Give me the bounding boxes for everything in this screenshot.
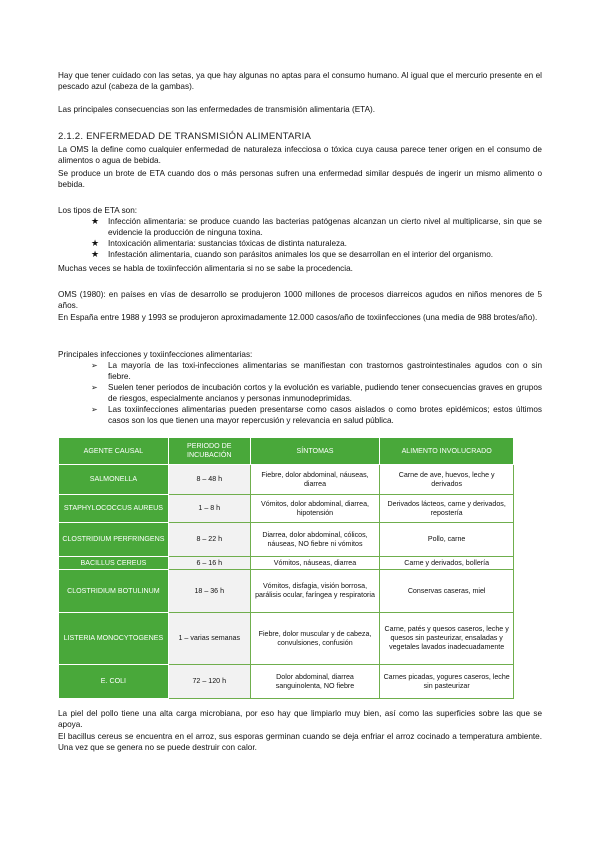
star-icon: ★ (91, 238, 100, 249)
period-cell: 8 – 48 h (168, 465, 250, 495)
types-list (58, 216, 542, 260)
table-row (59, 465, 514, 495)
food-cell: Pollo, carne (380, 523, 514, 557)
star-icon: ★ (91, 249, 100, 260)
header-agent: AGENTE CAUSAL (59, 438, 169, 465)
period-cell: 6 – 16 h (168, 557, 250, 570)
symptoms-cell: Vómitos, disfagia, visión borrosa, parálisis ocular, faríngea y respiratoria (250, 570, 380, 613)
arrow-icon: ➢ (91, 405, 98, 415)
period-cell: 72 – 120 h (168, 665, 250, 699)
food-cell: Derivados lácteos, carne y derivados, repostería (380, 495, 514, 523)
table-row (59, 570, 514, 613)
eta-outbreak-definition: Se produce un brote de ETA cuando dos o más personas sufren una enfermedad similar después de ingerir un mismo alimento o bebida. (58, 169, 542, 190)
types-note: Muchas veces se habla de toxiinfección alimentaria si no se sabe la procedencia. (58, 264, 353, 273)
agent-cell: E. COLI (59, 665, 169, 699)
symptoms-cell: Vómitos, náuseas, diarrea (250, 557, 380, 570)
arrow-icon: ➢ (91, 383, 98, 393)
chicken-skin-paragraph: La piel del pollo tiene una alta carga microbiana, por eso hay que limpiarlo muy bien, así como las superficies sobre las que se apoya. (58, 709, 542, 730)
principal-list (58, 360, 542, 427)
oms-definition: La OMS la define como cualquier enfermedad de naturaleza infecciosa o tóxica cuya causa parece tener origen en el consumo de alimentos o agua de bebida. (58, 145, 542, 166)
food-cell: Carnes picadas, yogures caseros, leche sin pasteurizar (380, 665, 514, 699)
bacillus-cereus-paragraph: El bacillus cereus se encuentra en el arroz, sus esporas germinan cuando se deja enfriar el arroz cocinado a temperatura ambiente. Una vez que se genera no se puede destruir con calor. (58, 732, 542, 753)
intro-paragraph-mushrooms: Hay que tener cuidado con las setas, ya que hay algunas no aptas para el consumo humano. Al igual que el mercurio presente en el pescado azul (cabeza de la gambas). (58, 71, 542, 92)
list-item: ★ Infección alimentaria: se produce cuando las bacterias patógenas alcanzan un cierto nivel al multiplicarse, sin que se evidencie la producción de ninguna toxina. (91, 216, 542, 238)
section-heading: 2.1.2. ENFERMEDAD DE TRANSMISIÓN ALIMENTARIA (58, 131, 312, 142)
food-cell: Carne, patés y quesos caseros, leche y quesos sin pasteurizar, ensaladas y vegetales lavados inadecuadamente (380, 613, 514, 665)
agent-cell: STAPHYLOCOCCUS AUREUS (59, 495, 169, 523)
table-row (59, 523, 514, 557)
period-cell: 18 – 36 h (168, 570, 250, 613)
agent-cell: CLOSTRIDIUM BOTULINUM (59, 570, 169, 613)
list-item: ★ Infestación alimentaria, cuando son parásitos animales los que se desarrollan en el interior del organismo. (91, 249, 494, 260)
table-row (59, 495, 514, 523)
list-item: ★ Intoxicación alimentaria: sustancias tóxicas de distinta naturaleza. (91, 238, 347, 249)
symptoms-cell: Dolor abdominal, diarrea sanguinolenta, NO fiebre (250, 665, 380, 699)
symptoms-cell: Fiebre, dolor muscular y de cabeza, convulsiones, confusión (250, 613, 380, 665)
list-item: ➢ Suelen tener periodos de incubación cortos y la evolución es variable, pudiendo tener consecuencias graves en grupos de riesgos, especialmente ancianos y personas inmunodeprimidas. (91, 383, 542, 404)
table-row (59, 665, 514, 699)
period-cell: 1 – 8 h (168, 495, 250, 523)
table-row (59, 557, 514, 570)
list-item: ➢ La mayoría de las toxi-infecciones alimentarias se manifiestan con trastornos gastrointestinales agudos con o sin fiebre. (91, 361, 542, 382)
period-cell: 1 – varias semanas (168, 613, 250, 665)
period-cell: 8 – 22 h (168, 523, 250, 557)
agent-cell: CLOSTRIDIUM PERFRINGENS (59, 523, 169, 557)
food-cell: Carne de ave, huevos, leche y derivados (380, 465, 514, 495)
agent-cell: LISTERIA MONOCYTOGENES (59, 613, 169, 665)
header-period: PERIODO DE INCUBACIÓN (168, 438, 250, 465)
symptoms-cell: Diarrea, dolor abdominal, cólicos, náuseas, NO fiebre ni vómitos (250, 523, 380, 557)
principal-title: Principales infecciones y toxiinfecciones alimentarias: (58, 350, 253, 359)
agent-cell: SALMONELLA (59, 465, 169, 495)
oms-statistics: OMS (1980): en países en vías de desarrollo se produjeron 1000 millones de procesos diarreicos agudos en niños menores de 5 años. (58, 290, 542, 311)
symptoms-cell: Fiebre, dolor abdominal, náuseas, diarrea (250, 465, 380, 495)
header-symptoms: SÍNTOMAS (250, 438, 380, 465)
table-header-row (59, 438, 514, 465)
intro-paragraph-eta: Las principales consecuencias son las enfermedades de transmisión alimentaria (ETA). (58, 105, 376, 114)
agent-cell: BACILLUS CEREUS (59, 557, 169, 570)
eta-table (58, 437, 514, 699)
header-food: ALIMENTO INVOLUCRADO (380, 438, 514, 465)
symptoms-cell: Vómitos, dolor abdominal, diarrea, hipotensión (250, 495, 380, 523)
spain-statistics: En España entre 1988 y 1993 se produjeron aproximadamente 12.000 casos/año de toxiinfecciones (una media de 988 brotes/año). (58, 313, 538, 322)
table-row (59, 613, 514, 665)
list-item: ➢ Las toxiinfecciones alimentarias pueden presentarse como casos aislados o como brotes epidémicos; estos últimos casos son los que tienen una mayor repercusión y relevancia en salud pública. (91, 405, 542, 426)
types-title: Los tipos de ETA son: (58, 206, 138, 215)
food-cell: Carne y derivados, bollería (380, 557, 514, 570)
arrow-icon: ➢ (91, 361, 98, 370)
star-icon: ★ (91, 216, 100, 226)
food-cell: Conservas caseras, miel (380, 570, 514, 613)
